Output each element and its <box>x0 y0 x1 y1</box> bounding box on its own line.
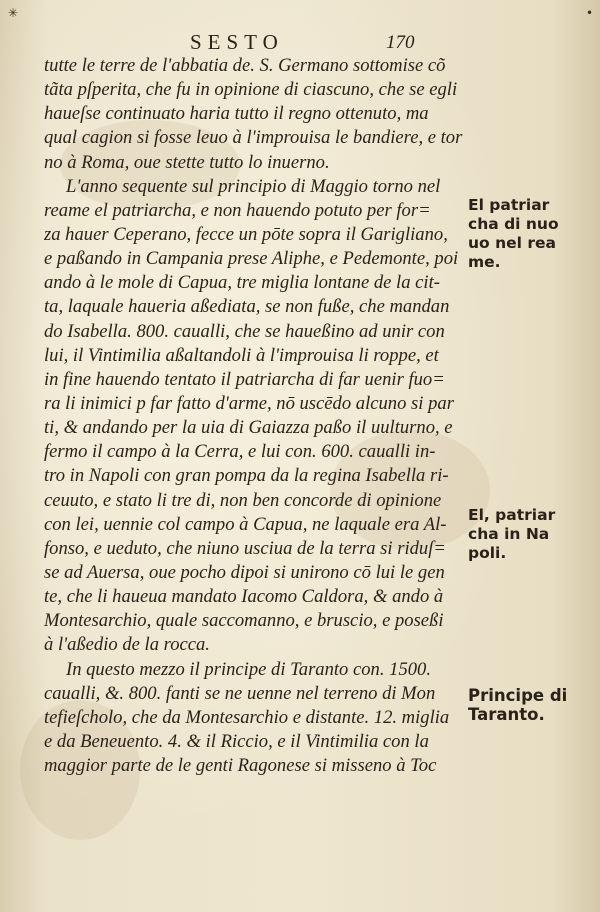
margin-note-line: uo nel rea <box>468 234 556 252</box>
corner-mark: • <box>586 6 594 20</box>
text-line: ceuuto, e stato li tre di, non ben concorde di opinione <box>44 489 442 511</box>
text-line: reame el patriarcha, e non hauendo potuto per for= <box>44 199 431 221</box>
corner-mark: ✳ <box>8 6 19 20</box>
margin-note-patriarch-return <box>468 196 600 272</box>
text-line: maggior parte de le genti Ragonese si misseno à Toc <box>44 755 437 777</box>
page-number: 170 <box>386 32 415 53</box>
text-line: tutte le terre de l'abbatia de. S. Germano sottomise cõ <box>44 55 446 76</box>
text-line: à l'aßedio de la rocca. <box>44 634 210 656</box>
margin-note-prince-taranto <box>468 686 600 724</box>
text-line: no à Roma, oue stette tutto lo inuerno. <box>44 151 330 173</box>
text-line: tro in Napoli con gran pompa da la regina Isabella ri- <box>44 465 449 487</box>
text-line: ra li inimici p far fatto d'arme, nō uscēdo alcuno si par <box>44 392 454 414</box>
text-line: lui, il Vintimilia aßaltandoli à l'improuisa li roppe, et <box>44 344 439 366</box>
margin-note-line: cha di nuo <box>468 215 559 233</box>
text-line: fonso, e ueduto, che niuno usciua de la terra si riduſ= <box>44 537 446 559</box>
margin-note-line: poli. <box>468 544 507 562</box>
text-line: se ad Auersa, oue pocho dipoi si unirono cō lui le gen <box>44 561 445 583</box>
text-line: ando à le mole di Capua, tre miglia lontane de la cit- <box>44 272 440 294</box>
text-line: In questo mezzo il principe di Taranto con. 1500. <box>66 658 431 680</box>
text-line: ti, & andando per la uia di Gaiazza paßo il uulturno, e <box>44 417 453 439</box>
page-header <box>0 30 600 56</box>
body-text <box>44 54 464 778</box>
text-line: qual cagion si fosse leuo à l'improuisa le bandiere, e tor <box>44 127 463 149</box>
text-line: con lei, uennie col campo à Capua, ne laquale era Al- <box>44 513 447 535</box>
text-line: caualli, &. 800. fanti se ne uenne nel terreno di Mon <box>44 682 436 704</box>
text-line: in fine hauendo tentato il patriarcha di far uenir fuo= <box>44 368 445 390</box>
text-line: e paßando in Campania prese Aliphe, e Pedemonte, poi <box>44 248 459 270</box>
text-line: e da Beneuento. 4. & il Riccio, e il Vintimilia con la <box>44 730 429 752</box>
text-line: Montesarchio, quale saccomanno, e bruscio, e poseßi <box>44 610 444 632</box>
text-line: fermo il campo à la Cerra, e lui con. 600. caualli in- <box>44 441 436 463</box>
text-line: haueſse continuato haria tutto il regno ottenuto, ma <box>44 103 429 125</box>
margin-note-line: Taranto. <box>468 705 545 724</box>
margin-note-line: me. <box>468 253 501 271</box>
text-line: tãta pſperita, che fu in opinione di ciascuno, che se egli <box>44 79 458 101</box>
margin-note-patriarch-naples <box>468 506 600 563</box>
margin-note-line: El, patriar <box>468 506 556 524</box>
margin-note-line: Principe di <box>468 686 568 705</box>
text-line: ta, laquale haueria aßediata, se non fuße, che mandan <box>44 296 450 318</box>
text-line: te, che li haueua mandato Iacomo Caldora, & ando à <box>44 586 444 608</box>
text-line: za hauer Ceperano, fecce un pōte sopra il Garigliano, <box>44 223 448 245</box>
margin-note-line: El patriar <box>468 196 550 214</box>
margin-note-line: cha in Na <box>468 525 550 543</box>
text-line: do Isabella. 800. caualli, che se haueßino ad unir con <box>44 320 445 342</box>
text-line: L'anno sequente sul principio di Maggio torno nel <box>66 175 441 197</box>
running-head: SESTO <box>190 30 284 54</box>
text-line: tefieſcholo, che da Montesarchio e distante. 12. miglia <box>44 706 450 728</box>
